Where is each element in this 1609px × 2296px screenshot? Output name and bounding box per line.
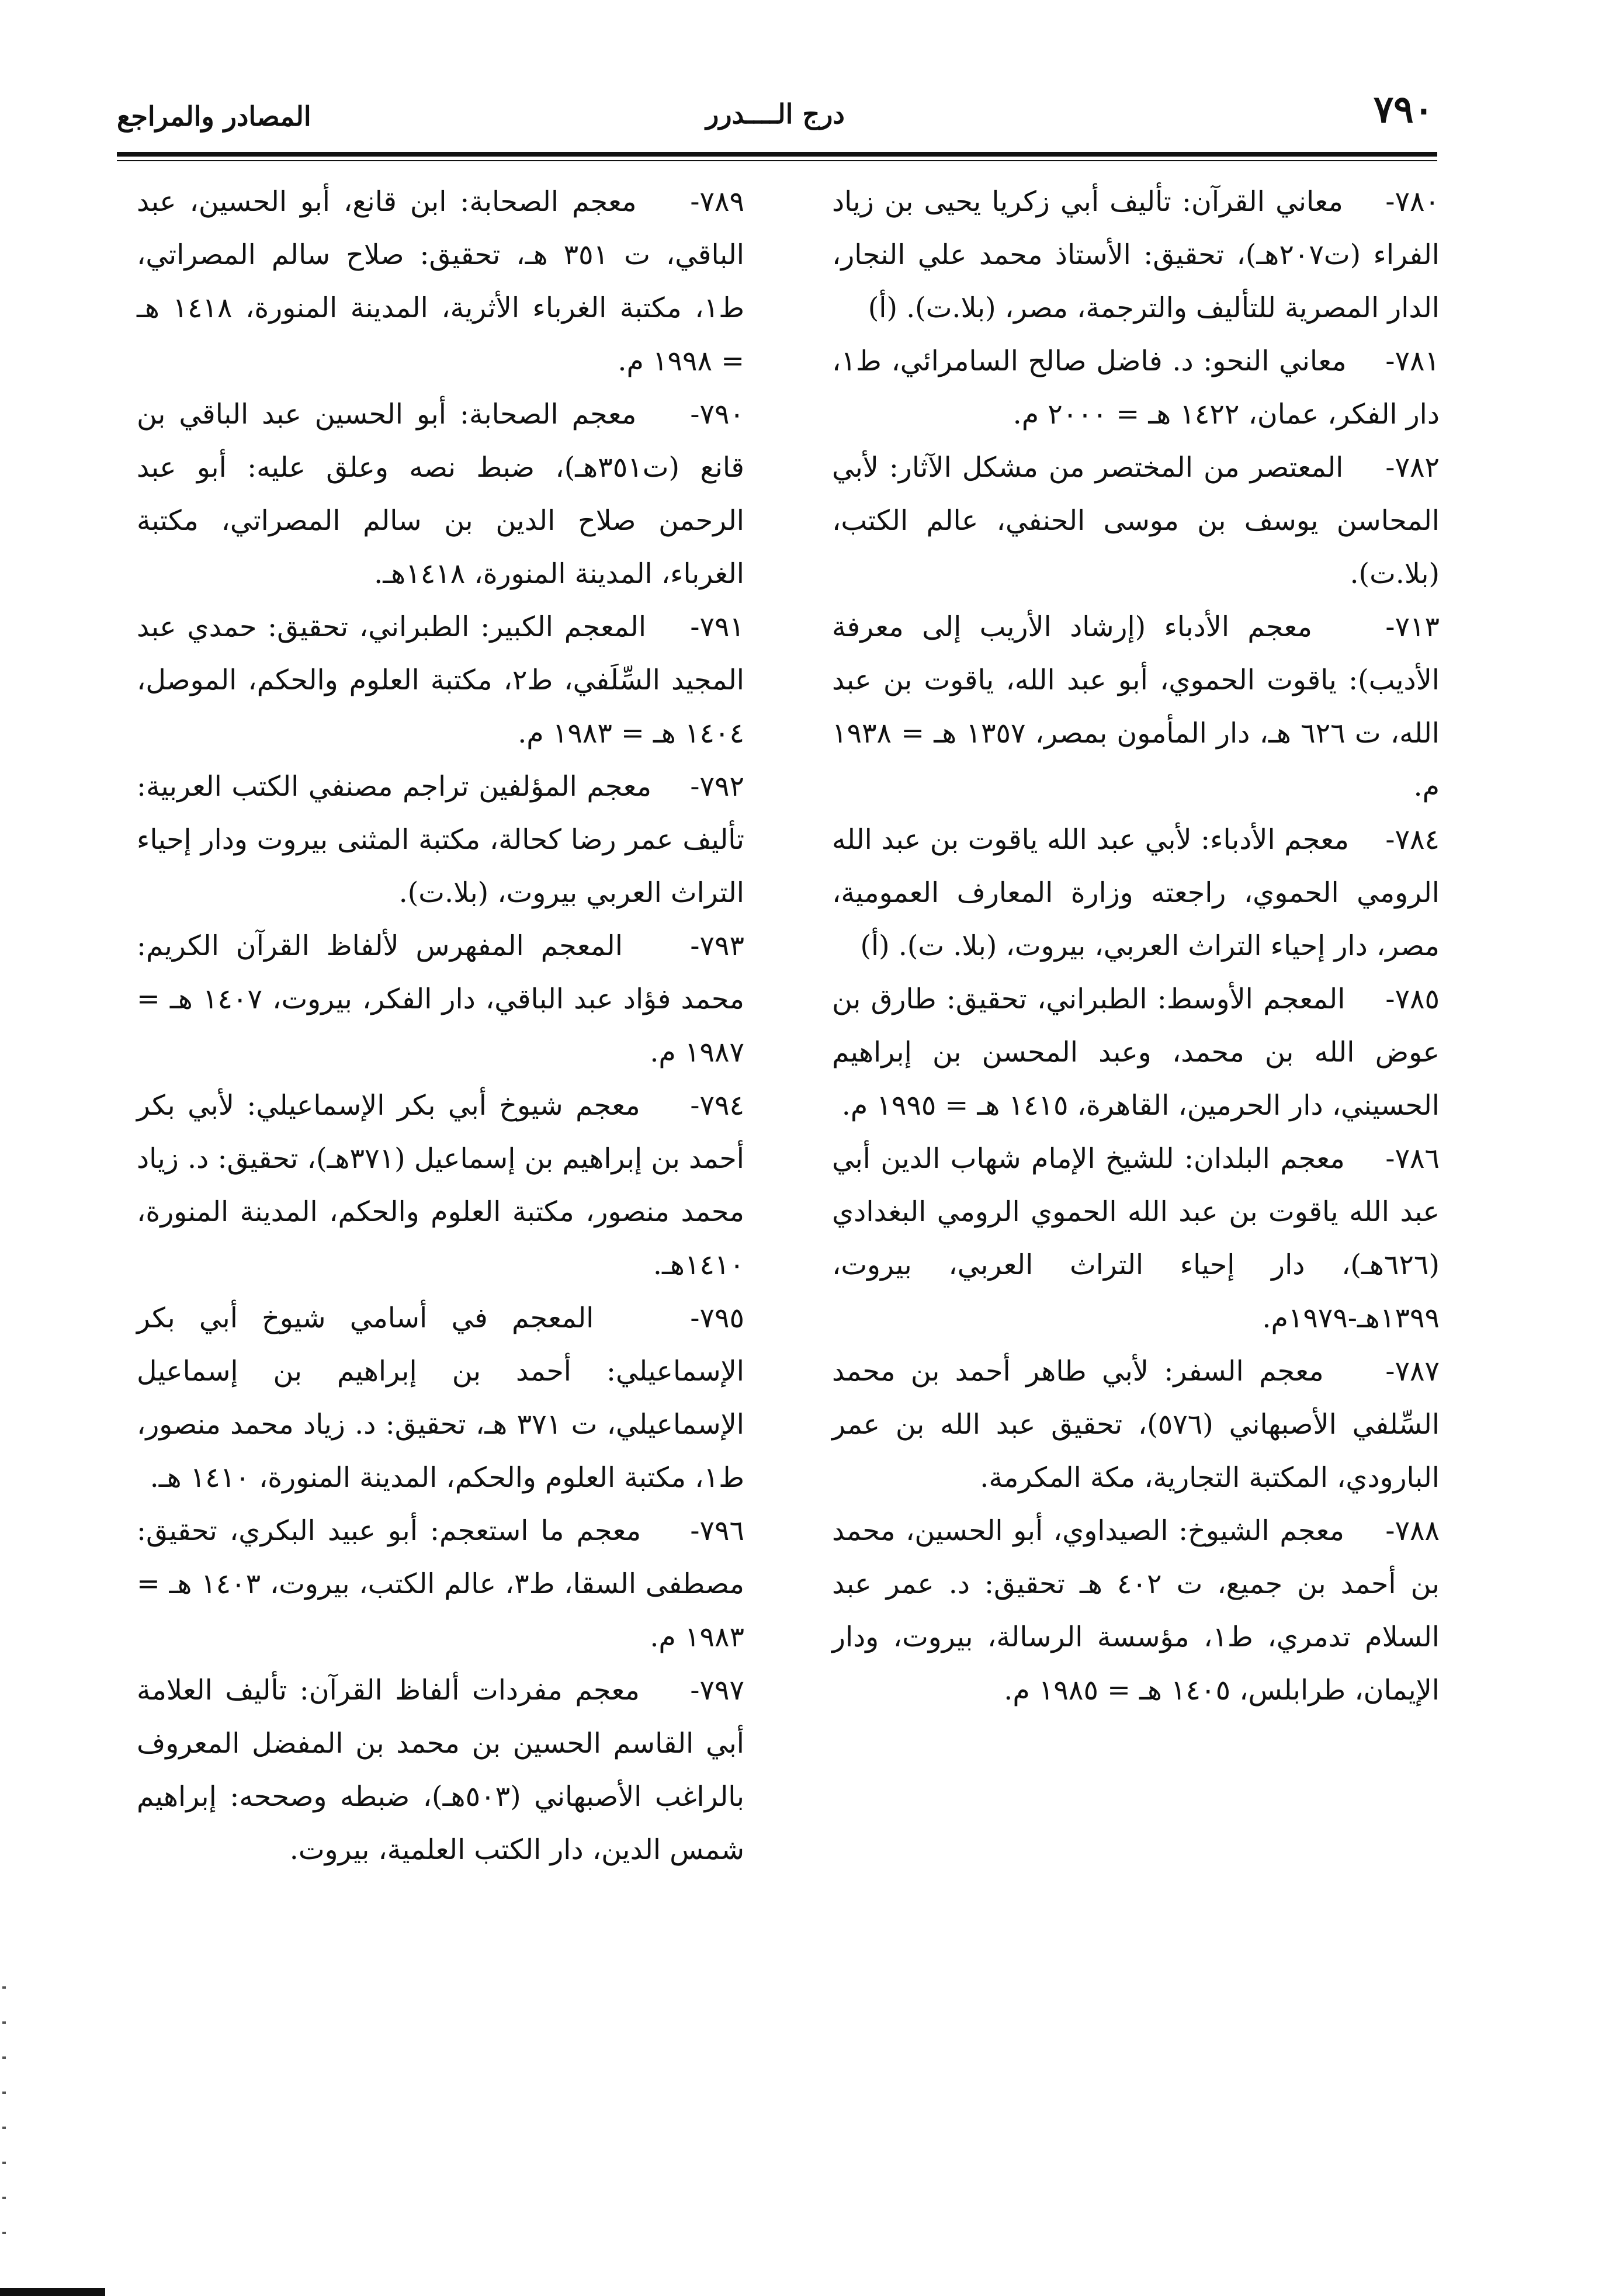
- entry-number: ٧٩٧-: [690, 1674, 744, 1707]
- scan-bottom-bar: [0, 2288, 105, 2296]
- bibliography-entry: [832, 1504, 1440, 1717]
- entry-text: معجم البلدان: للشيخ الإمام شهاب الدين أبي عبد الله ياقوت بن عبد الله الحموي الرومي البغدادي (٦٢٦هـ)، دار إحياء التراث العربي، بيروت، ١٣٩٩هـ-١٩٧٩م.: [832, 1143, 1440, 1334]
- entry-number: ٧٨١-: [1385, 345, 1440, 377]
- scan-edge-marks: [2, 1986, 6, 2255]
- entry-text: معجم المؤلفين تراجم مصنفي الكتب العربية: تأليف عمر رضا كحالة، مكتبة المثنى بيروت ودار إحياء التراث العربي بيروت، (بلا.ت).: [137, 771, 744, 909]
- entry-text: معجم ما استعجم: أبو عبيد البكري، تحقيق: مصطفى السقا، ط٣، عالم الكتب، بيروت، ١٤٠٣ هـ = ١٩٨٣ م.: [137, 1515, 744, 1653]
- bibliography-entry: [832, 601, 1440, 813]
- bibliography-entry: [832, 335, 1440, 441]
- entry-number: ٧٩٥-: [690, 1302, 744, 1334]
- section-title: المصادر والمراجع: [117, 100, 311, 132]
- left-column: [137, 175, 744, 1877]
- entry-number: ٧٨٧-: [1385, 1355, 1440, 1388]
- entry-text: معجم الصحابة: أبو الحسين عبد الباقي بن قانع (ت٣٥١هـ)، ضبط نصه وعلق عليه: أبو عبد الرحمن صلاح الدين بن سالم المصراتي، مكتبة الغرباء، المدينة المنورة، ١٤١٨هـ.: [137, 398, 744, 590]
- entry-number: ٧٩٤-: [690, 1090, 744, 1122]
- entry-text: المعجم في أسامي شيوخ أبي بكر الإسماعيلي: أحمد بن إبراهيم بن إسماعيل الإسماعيلي، ت ٣٧١ هـ، تحقيق: د. زياد محمد منصور، ط١، مكتبة العلوم والحكم، المدينة المنورة، ١٤١٠ هـ.: [137, 1302, 744, 1494]
- bibliography-entry: [137, 1292, 744, 1504]
- entry-number: ٧٩٦-: [690, 1515, 744, 1547]
- entry-number: ٧٨٢-: [1385, 452, 1440, 484]
- entry-text: المعجم المفهرس لألفاظ القرآن الكريم: محمد فؤاد عبد الباقي، دار الفكر، بيروت، ١٤٠٧ هـ = ١٩٨٧ م.: [137, 930, 744, 1069]
- running-head: [117, 88, 1434, 149]
- entry-text: معجم الصحابة: ابن قانع، أبو الحسين، عبد الباقي، ت ٣٥١ هـ، تحقيق: صلاح سالم المصراتي، ط١، مكتبة الغرباء الأثرية، المدينة المنورة، ١٤١٨ هـ = ١٩٩٨ م.: [137, 186, 744, 377]
- bibliography-entry: [137, 1079, 744, 1292]
- bibliography-entry: [137, 388, 744, 601]
- entry-text: معجم السفر: لأبي طاهر أحمد بن محمد السِّلفي الأصبهاني (٥٧٦)، تحقيق عبد الله بن عمر البارودي، المكتبة التجارية، مكة المكرمة.: [832, 1355, 1440, 1494]
- entry-number: ٧٩١-: [690, 611, 744, 643]
- entry-number: ٧٨٨-: [1385, 1515, 1440, 1547]
- bibliography-entry: [137, 601, 744, 760]
- bibliography-entry: [137, 175, 744, 388]
- right-column: [832, 175, 1440, 1717]
- entry-text: معجم مفردات ألفاظ القرآن: تأليف العلامة أبي القاسم الحسين بن محمد بن المفضل المعروف بالراغب الأصبهاني (٥٠٣هـ)، ضبطه وصححه: إبراهيم شمس الدين، دار الكتب العلمية، بيروت.: [137, 1674, 744, 1866]
- bibliography-entry: [137, 1504, 744, 1664]
- entry-text: المعجم الكبير: الطبراني، تحقيق: حمدي عبد المجيد السِّلَفي، ط٢، مكتبة العلوم والحكم، الموصل، ١٤٠٤ هـ = ١٩٨٣ م.: [137, 611, 745, 750]
- entry-text: المعجم الأوسط: الطبراني، تحقيق: طارق بن عوض الله بن محمد، وعبد المحسن بن إبراهيم الحسيني، دار الحرمين، القاهرة، ١٤١٥ هـ = ١٩٩٥ م.: [832, 983, 1440, 1122]
- bibliography-entry: [832, 1132, 1440, 1345]
- bibliography-entry: [137, 760, 744, 920]
- bibliography-entry: [832, 441, 1440, 601]
- entry-number: ٧١٣-: [1385, 611, 1440, 643]
- entry-number: ٧٩٠-: [690, 398, 744, 431]
- bibliography-entry: [137, 920, 744, 1079]
- entry-number: ٧٨٩-: [690, 186, 744, 218]
- entry-number: ٧٩٢-: [690, 771, 744, 803]
- entry-number: ٧٨٦-: [1385, 1143, 1440, 1175]
- entry-text: معجم الأدباء: لأبي عبد الله ياقوت بن عبد الله الرومي الحموي، راجعته وزارة المعارف العمومية، مصر، دار إحياء التراث العربي، بيروت، (بلا. ت). (أ): [832, 824, 1440, 962]
- entry-number: ٧٨٤-: [1385, 824, 1440, 856]
- entry-text: المعتصر من المختصر من مشكل الآثار: لأبي المحاسن يوسف بن موسى الحنفي، عالم الكتب، (بلا.ت).: [832, 452, 1440, 590]
- header-rule: [117, 152, 1437, 157]
- bibliography-entry: [832, 973, 1440, 1132]
- entry-number: ٧٩٣-: [690, 930, 744, 962]
- book-title: درج الــــدرر: [706, 98, 845, 130]
- entry-text: معجم الشيوخ: الصيداوي، أبو الحسين، محمد بن أحمد بن جميع، ت ٤٠٢ هـ تحقيق: د. عمر عبد السلام تدمري، ط١، مؤسسة الرسالة، بيروت، ودار الإيمان، طرابلس، ١٤٠٥ هـ = ١٩٨٥ م.: [832, 1515, 1440, 1707]
- bibliography-entry: [832, 1345, 1440, 1504]
- bibliography-entry: [832, 813, 1440, 973]
- entry-text: معجم الأدباء (إرشاد الأريب إلى معرفة الأديب): ياقوت الحموي، أبو عبد الله، ياقوت بن عبد الله، ت ٦٢٦ هـ، دار المأمون بمصر، ١٣٥٧ هـ = ١٩٣٨ م.: [832, 611, 1440, 803]
- entry-number: ٧٨٥-: [1385, 983, 1440, 1015]
- entry-number: ٧٨٠-: [1385, 186, 1440, 218]
- bibliography-entry: [137, 1664, 744, 1877]
- entry-text: معاني النحو: د. فاضل صالح السامرائي، ط١، دار الفكر، عمان، ١٤٢٢ هـ = ٢٠٠٠ م.: [832, 345, 1440, 431]
- entry-text: معاني القرآن: تأليف أبي زكريا يحيى بن زياد الفراء (ت٢٠٧هـ)، تحقيق: الأستاذ محمد علي النجار، الدار المصرية للتأليف والترجمة، مصر، (بلا.ت). (أ): [832, 186, 1440, 324]
- entry-text: معجم شيوخ أبي بكر الإسماعيلي: لأبي بكر أحمد بن إبراهيم بن إسماعيل (٣٧١هـ)، تحقيق: د. زياد محمد منصور، مكتبة العلوم والحكم، المدينة المنورة، ١٤١٠هـ.: [137, 1090, 744, 1281]
- page-number: ٧٩٠: [1373, 88, 1434, 131]
- bibliography-entry: [832, 175, 1440, 335]
